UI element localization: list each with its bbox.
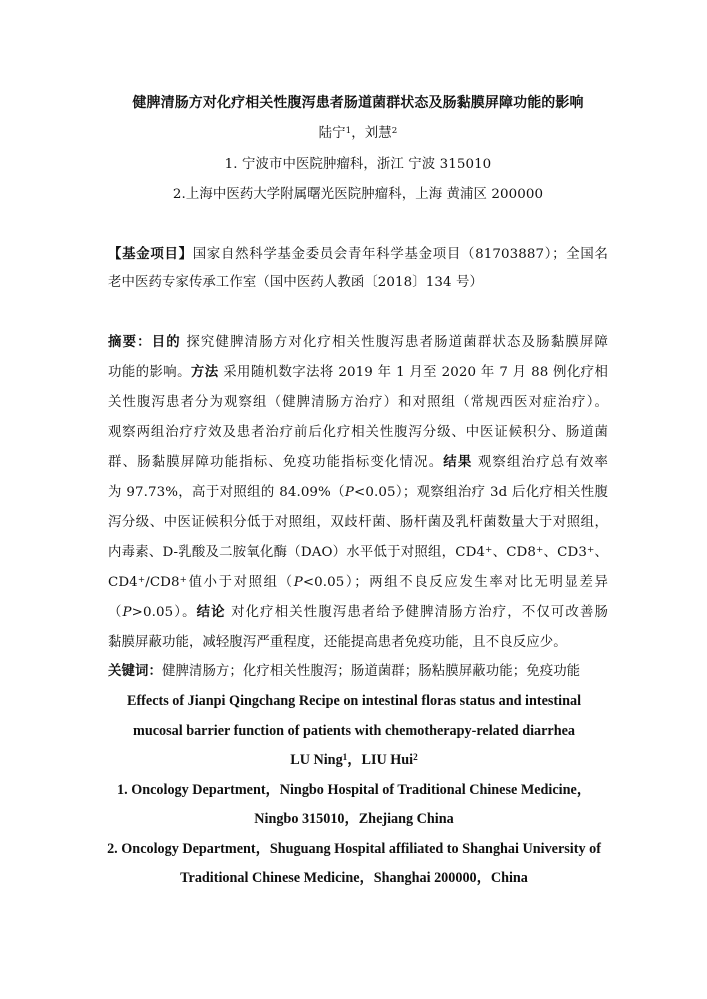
keywords-label: 关键词： [108,663,162,679]
abstract-line-2: 功能的影响。方法 采用随机数字法将 2019 年 1 月至 2020 年 7 月 88 例化疗相 [108,364,608,380]
cn-author-1: 陆宁 [318,126,346,141]
en-author-1-sup: 1 [342,751,348,762]
abstract-line-9: CD4+/CD8+值小于对照组（P<0.05）；两组不良反应发生率对比无明显差异 [108,575,608,590]
fund-text-1: 国家自然科学基金委员会青年科学基金项目（81703887）；全国名 [192,247,608,262]
conclusion-label: 结论 [196,604,226,620]
cn-affiliation-2: 2.上海中医药大学附属曙光医院肿瘤科，上海 黄浦区 200000 [172,187,544,202]
abstract-line-1: 摘要：目的 探究健脾清肠方对化疗相关性腹泻患者肠道菌群状态及肠黏膜屏障 [108,334,608,350]
en-author-2: LIU Hui [361,752,414,768]
abstract-line-11: 黏膜屏蔽功能，减轻腹泻严重程度，还能提高患者免疫功能，且不良反应少。 [108,635,567,650]
en-affiliation-2-line-1: 2. Oncology Department，Shuguang Hospital affiliated to Shanghai University of [107,841,601,857]
cn-author-sep: ， [351,126,365,141]
abstract-label: 摘要： [108,334,152,350]
abstract-line-7: 泻分级、中医证候积分低于对照组，双歧杆菌、肠杆菌及乳杆菌数量大于对照组， [108,515,608,530]
cn-author-2-sup: 2 [391,126,398,137]
fund-line-2: 老中医药专家传承工作室（国中医药人教函〔2018〕134 号） [108,275,483,290]
result-label: 结果 [443,454,473,470]
objective-label: 目的 [151,334,181,350]
en-authors [58,753,650,767]
abstract-line-8: 内毒素、D-乳酸及二胺氧化酶（DAO）水平低于对照组，CD4+、CD8+、CD3+、 [108,545,608,560]
method-label: 方法 [190,364,219,380]
abstract-line-6: 为 97.73%，高于对照组的 84.09%（P<0.05）；观察组治疗 3d 后化疗相关性腹 [108,485,608,500]
cn-title: 健脾清肠方对化疗相关性腹泻患者肠道菌群状态及肠黏膜屏障功能的影响 [132,95,584,111]
fund-label: 【基金项目】 [108,246,193,262]
en-author-1: LU Ning [290,752,343,768]
en-affiliation-2-line-2: Traditional Chinese Medicine，Shanghai 200000，China [180,870,528,886]
cn-authors [108,127,608,140]
en-affiliation-1-line-1: 1. Oncology Department，Ningbo Hospital of Traditional Chinese Medicine， [117,782,591,798]
en-author-sep: ， [347,752,362,768]
abstract-line-4: 观察两组治疗疗效及患者治疗前后化疗相关性腹泻分级、中医证候积分、肠道菌 [108,425,608,440]
fund-line-1 [108,248,608,261]
keywords-line [108,665,608,678]
cn-author-1-sup: 1 [345,126,352,137]
en-affiliation-1-line-2: Ningbo 315010，Zhejiang China [254,811,454,827]
keywords-text: 健脾清肠方；化疗相关性腹泻；肠道菌群；肠粘膜屏蔽功能；免疫功能 [161,664,581,679]
en-author-2-sup: 2 [413,751,418,762]
cn-affiliation-1: 1. 宁波市中医院肿瘤科，浙江 宁波 315010 [224,157,492,172]
en-title-line-1: Effects of Jianpi Qingchang Recipe on intestinal floras status and intestinal [126,693,582,709]
abstract-line-3: 关性腹泻患者分为观察组（健脾清肠方治疗）和对照组（常规西医对症治疗）。 [108,395,608,410]
cn-author-2: 刘慧 [364,126,392,141]
abstract-line-10: （P>0.05）。结论 对化疗相关性腹泻患者给予健脾清肠方治疗，不仅可改善肠 [108,604,608,620]
abstract-line-5: 群、肠黏膜屏障功能指标、免疫功能指标变化情况。结果 观察组治疗总有效率 [108,454,608,470]
en-title-line-2: mucosal barrier function of patients with chemotherapy-related diarrhea [133,723,575,739]
